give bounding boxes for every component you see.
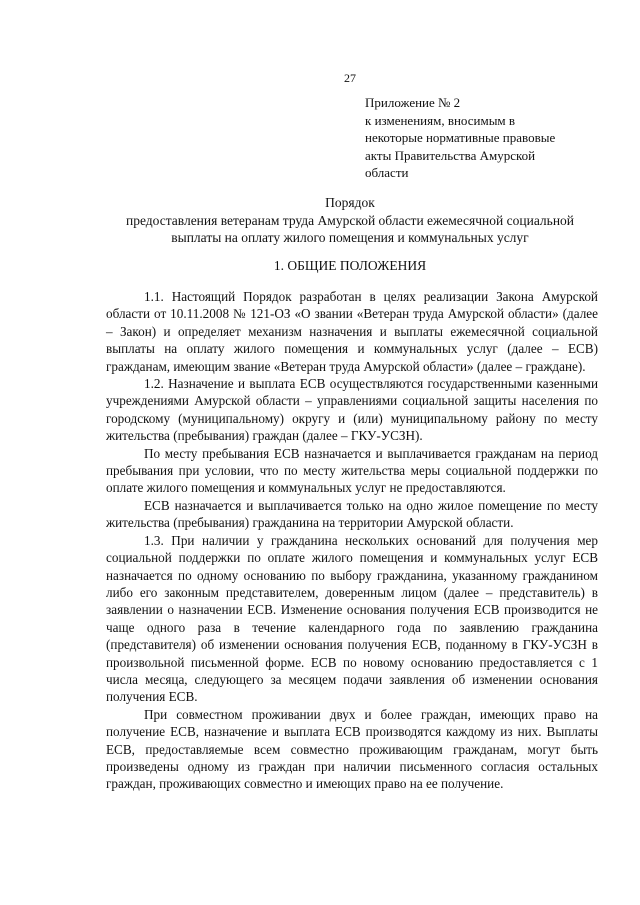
appendix-line: к изменениям, вносимым в xyxy=(365,112,516,128)
body-text xyxy=(106,288,598,793)
appendix-line: области xyxy=(365,165,409,180)
appendix-line: акты Правительства Амурской xyxy=(365,147,536,163)
appendix-line: некоторые нормативные правовые xyxy=(365,130,556,145)
title-line-2: предоставления ветеранам труда Амурской области ежемесячной социальной выплаты на оплату жилого помещения и коммунальных услуг xyxy=(125,212,575,245)
section-heading: 1. ОБЩИЕ ПОЛОЖЕНИЯ xyxy=(273,258,427,273)
paragraph-1-1: 1.1. Настоящий Порядок разработан в целях реализации Закона Амурской области от 10.11.2008 № 121-ОЗ «О звании «Ветеран труда Амурской области» (далее – Закон) и определяет механизм назначения и выплаты ежемесячной социальной выплаты на оплату жилого помещения и коммунальных услуг (далее – ЕСВ) гражданам, имеющим звание «Ветеран труда Амурской области» (далее – граждане). xyxy=(106,289,598,374)
appendix-line: Приложение № 2 xyxy=(365,95,461,110)
page-number: 27 xyxy=(344,71,356,85)
paragraph-single-dwelling: ЕСВ назначается и выплачивается только на одно жилое помещение по месту жительства (пребывания) гражданина на территории Амурской области. xyxy=(106,497,598,531)
paragraph-joint-residence: При совместном проживании двух и более граждан, имеющих право на получение ЕСВ, назначение и выплата ЕСВ производятся каждому из них. Выплаты ЕСВ, предоставляемые всем совместно проживающим гражданам, могут быть произведены одному из граждан при наличии письменного согласия остальных граждан, проживающих совместно и имеющих право на ее получение. xyxy=(106,706,598,792)
title-line-1: Порядок xyxy=(325,195,375,210)
paragraph-stay: По месту пребывания ЕСВ назначается и выплачивается гражданам на период пребывания при условии, что по месту жительства меры социальной поддержки по оплате жилого помещения и коммунальных услуг не предоставляются. xyxy=(106,445,598,496)
appendix-block xyxy=(365,94,605,182)
document-title xyxy=(100,194,600,247)
paragraph-1-2: 1.2. Назначение и выплата ЕСВ осуществляются государственными казенными учреждениями Амурской области – управлениями социальной защиты населения по городскому (муниципальному) округу и (или) муниципальному району по месту жительства (пребывания) граждан (далее – ГКУ-УСЗН). xyxy=(106,376,598,444)
paragraph-1-3: 1.3. При наличии у гражданина нескольких оснований для получения мер социальной поддержки по оплате жилого помещения и коммунальных услуг ЕСВ назначается по одному основанию по выбору гражданина, указанному гражданином либо его законным представителем, доверенным лицом (далее – представитель) в заявлении о назначении ЕСВ. Изменение основания получения ЕСВ производится не чаще одного раза в течение календарного года по заявлению гражданина (представителя) об изменении основания получения ЕСВ, поданному в ГКУ-УСЗН в произвольной письменной форме. ЕСВ по новому основанию предоставляется с 1 числа месяца, следующего за месяцем подачи заявления об изменении основания получения ЕСВ. xyxy=(106,532,598,705)
